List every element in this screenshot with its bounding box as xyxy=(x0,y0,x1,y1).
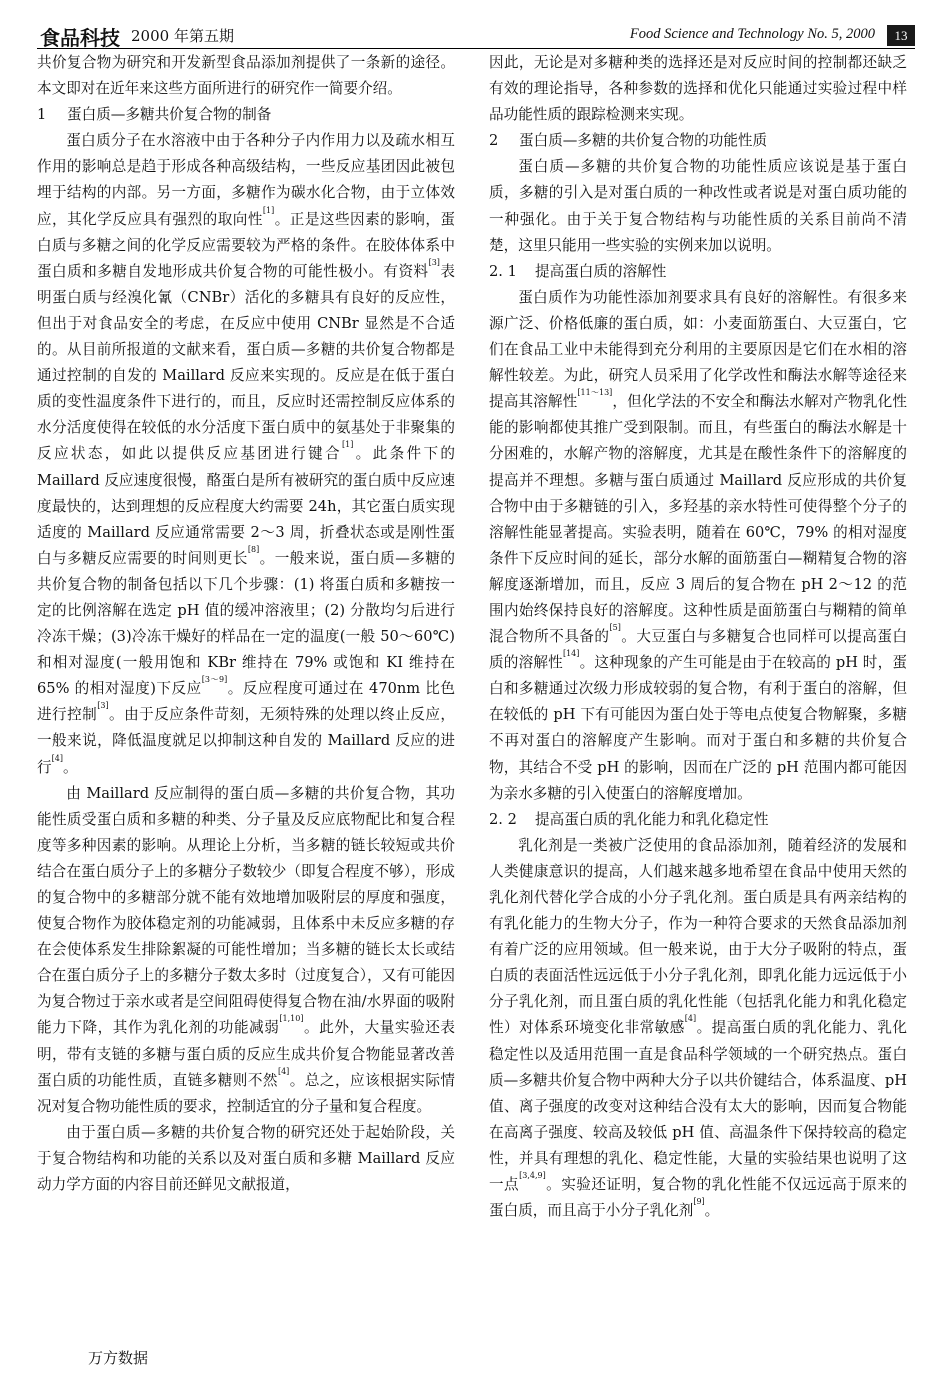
text-run: 表明蛋白质与经溴化氰（CNBr）活化的多糖具有良好的反应性，但出于对食品安全的考虑，在反应中使用 CNBr 显然是不合适的。从目前所报道的文献来看，蛋白质—多糖的共价复合物都是通过控制的自发的 Maillard 反应来实现的。反应是在低于蛋白质的变性温度条件下进行的，而且，反应时还需控制反应体系的水分活度使得在较低的水分活度下蛋白质中的氨基处于非聚集的反应状态，如此以提供反应基团进行键合 xyxy=(37,262,455,463)
paragraph xyxy=(37,781,455,1120)
text-run: 。实验还证明，复合物的乳化性能不仅远远高于原来的蛋白质，而且高于小分子乳化剂 xyxy=(489,1176,907,1220)
text-run: 乳化剂是一类被广泛使用的食品添加剂，随着经济的发展和人类健康意识的提高，人们越来越多地希望在食品中使用天然的乳化剂代替化学合成的小分子乳化剂。蛋白质是具有两亲结构的有乳化能力的生物大分子，作为一种符合要求的天然食品添加剂有着广泛的应用领域。但一般来说，由于大分子吸附的特点，蛋白质的表面活性远远低于小分子乳化剂，即乳化能力远远低于小分子乳化剂，而且蛋白质的乳化性能（包括乳化能力和乳化稳定性）对体系环境变化非常敏感 xyxy=(489,836,907,1037)
text-run: 由 Maillard 反应制得的蛋白质—多糖的共价复合物，其功能性质受蛋白质和多糖的种类、分子量及反应底物配比和复合程度等多种因素的影响。从理论上分析，当多糖的链长较短或共价结合在蛋白质分子上的多糖分子数较少（即复合程度不够），形成的复合物中的多糖部分就不能有效地增加吸附层的厚度和强度，使复合物作为胶体稳定剂的功能减弱，且体系中未反应多糖的存在会使体系发生排除絮凝的可能性增加；当多糖的链长太长或结合在蛋白质分子上的多糖分子数太多时（过度复合），又有可能因为复合物过于亲水或者是空间阻碍使得复合物在油/水界面的吸附能力下降，其作为乳化剂的功能减弱 xyxy=(37,784,455,1037)
text-run: 。提高蛋白质的乳化能力、乳化稳定性以及适用范围一直是食品科学领域的一个研究热点。蛋白质—多糖共价复合物中两种大分子以共价键结合，体系温度、pH 值、离子强度的改变对这种结合没有太大的影响，因而复合物能在高离子强度、较高及较低 pH 值、高温条件下保持较高的稳定性，并具有理想的乳化、稳定性能，大量的实验结果也说明了这一点 xyxy=(489,1019,907,1194)
citation: [4] xyxy=(51,753,63,763)
section-2-heading xyxy=(489,128,907,154)
citation: [3] xyxy=(97,701,109,711)
citation: [1] xyxy=(262,205,275,215)
section-number: 2. 2 xyxy=(489,810,517,828)
citation: [8] xyxy=(247,544,260,554)
text-run: 。此外，大量实验还表明，带有支链的多糖与蛋白质的反应生成共价复合物能显著改善蛋白质的功能性质，直链多糖则不然 xyxy=(37,1019,455,1089)
section-title: 提高蛋白质的溶解性 xyxy=(535,262,667,280)
text-run: 。 xyxy=(704,1202,720,1220)
section-number: 2. 1 xyxy=(489,262,517,280)
text-run: ，但化学法的不安全和酶法水解对产物乳化性能的影响都使其推广受到限制。而且，有些蛋白的酶法水解是十分困难的，水解产物的溶解度，尤其是在酸性条件下的溶解度的提高并不理想。多糖与蛋白质通过 Maillard 反应形成的共价复合物中由于多糖链的引入，多羟基的亲水特性可使得整个分子的溶解性能显著提高。实验表明，随着在 60℃，79% 的相对湿度条件下反应时间的延长，部分水解的面筋蛋白—糊精复合物的溶解度逐渐增加，而且，反应 3 周后的复合物在 pH 2～12 的范围内始终保持良好的溶解度。这种性质是面筋蛋白与糊精的简单混合物所不具备的 xyxy=(489,393,907,646)
citation: [3～9] xyxy=(201,675,228,685)
text-run: 。正是这些因素的影响，蛋白质与多糖之间的化学反应需要较为严格的条件。在胶体体系中蛋白质和多糖自发地形成共价复合物的可能性极小。有资料 xyxy=(37,210,455,280)
journal-brand: 食品科技 xyxy=(40,26,120,50)
text-run: 蛋白质作为功能性添加剂要求具有良好的溶解性。有很多来源广泛、价格低廉的蛋白质，如：小麦面筋蛋白、大豆蛋白，它们在食品工业中未能得到充分利用的主要原因是它们在水相的溶解性较差。为此，研究人员采用了化学改性和酶法水解等途径来提高其溶解性 xyxy=(489,288,907,411)
citation: [4] xyxy=(684,1014,697,1024)
intro-paragraph-end: 共价复合物为研究和开发新型食品添加剂提供了一条新的途径。本文即对在近年来这些方面所进行的研究作一简要介绍。 xyxy=(37,54,455,98)
journal-title-en: Food Science and Technology No. 5, 2000 xyxy=(629,26,875,42)
issue-label-cn: 2000 年第五期 xyxy=(131,27,234,45)
section-2-2-heading xyxy=(489,807,907,833)
right-column xyxy=(489,50,907,1224)
watermark: 万方数据 xyxy=(88,1349,149,1367)
text-run: 。一般来说，蛋白质—多糖的共价复合物的制备包括以下几个步骤：(1) 将蛋白质和多糖按一定的比例溶解在选定 pH 值的缓冲溶液里；(2) 分散均匀后进行冷冻干燥；(3)冷冻干燥好的样品在一定的温度(一般 50～60℃)和相对湿度(一般用饱和 KBr 维持在 79% 或饱和 KI 维持在 65% 的相对湿度)下反应 xyxy=(37,549,455,698)
paragraph xyxy=(37,128,455,780)
section-title: 蛋白质—多糖共价复合物的制备 xyxy=(67,106,272,124)
left-column xyxy=(37,50,455,1198)
text-run: 。反应程度可通过在 470nm 比色进行控制 xyxy=(37,680,456,724)
text-run: 。 xyxy=(62,758,78,776)
citation: [9] xyxy=(693,1197,705,1207)
paragraph xyxy=(489,285,907,807)
text-run: 。由于反应条件苛刻，无须特殊的处理以终止反应，一般来说，降低温度就足以抑制这种自发的 Maillard 反应的进行 xyxy=(37,706,455,776)
paragraph xyxy=(489,833,907,1224)
citation: [5] xyxy=(609,623,621,633)
section-2-1-heading xyxy=(489,259,907,285)
section-title: 提高蛋白质的乳化能力和乳化稳定性 xyxy=(535,810,769,828)
section-number: 1 xyxy=(37,106,47,124)
paragraph-continued: 因此，无论是对多糖种类的选择还是对反应时间的控制都还缺乏有效的理论指导，各种参数的选择和优化只能通过实验过程中样品功能性质的跟踪检测来实现。 xyxy=(489,54,907,124)
text-run: 。总之，应该根据实际情况对复合物功能性质的要求，控制适宜的分子量和复合程度。 xyxy=(37,1071,455,1115)
running-header xyxy=(37,22,915,49)
citation: [14] xyxy=(562,649,580,659)
citation: [1,10] xyxy=(279,1014,304,1024)
section-number: 2 xyxy=(489,132,499,150)
text-run: 。大豆蛋白与多糖复合也同样可以提高蛋白质的溶解性 xyxy=(489,628,907,672)
paragraph: 由于蛋白质—多糖的共价复合物的研究还处于起始阶段，关于复合物结构和功能的关系以及对蛋白质和多糖 Maillard 反应动力学方面的内容目前还鲜见文献报道， xyxy=(37,1123,455,1194)
text-run: 蛋白质分子在水溶液中由于各种分子内作用力以及疏水相互作用的影响总是趋于形成各种高级结构，一些反应基团因此被包埋于结构的内部。另一方面，多糖作为碳水化合物，由于立体效应，其化学反应具有强烈的取向性 xyxy=(37,132,455,228)
citation: [11～13] xyxy=(577,388,613,398)
citation: [4] xyxy=(277,1066,290,1076)
page-number: 13 xyxy=(887,25,915,46)
citation: [1] xyxy=(341,440,354,450)
section-title: 蛋白质—多糖的共价复合物的功能性质 xyxy=(519,132,768,150)
citation: [3,4,9] xyxy=(519,1171,546,1181)
text-run: 。此条件下的 Maillard 反应速度很慢，酪蛋白是所有被研究的蛋白质中反应速度最快的，达到理想的反应程度大约需要 24h，其它蛋白质实现适度的 Maillard 反应通常需要 2～3 周，折叠状态或是刚性蛋白与多糖反应需要的时间则更长 xyxy=(37,445,455,567)
text-run: 。这种现象的产生可能是由于在较高的 pH 时，蛋白和多糖通过次级力形成较弱的复合物，有利于蛋白的溶解，但在较低的 pH 下有可能因为蛋白处于等电点使复合物解聚，多糖不再对蛋白的溶解度产生影响。而对于蛋白和多糖的共价复合物，其结合不受 pH 的影响，因而在广泛的 pH 范围内都可能因为亲水多糖的引入使蛋白的溶解度增加。 xyxy=(489,654,907,802)
citation: [3] xyxy=(428,257,440,267)
paragraph: 蛋白质—多糖的共价复合物的功能性质应该说是基于蛋白质，多糖的引入是对蛋白质的一种改性或者说是对蛋白质功能的一种强化。由于关于复合物结构与功能性质的关系目前尚不清楚，这里只能用一些实验的实例来加以说明。 xyxy=(489,158,907,254)
section-1-heading xyxy=(37,102,455,128)
